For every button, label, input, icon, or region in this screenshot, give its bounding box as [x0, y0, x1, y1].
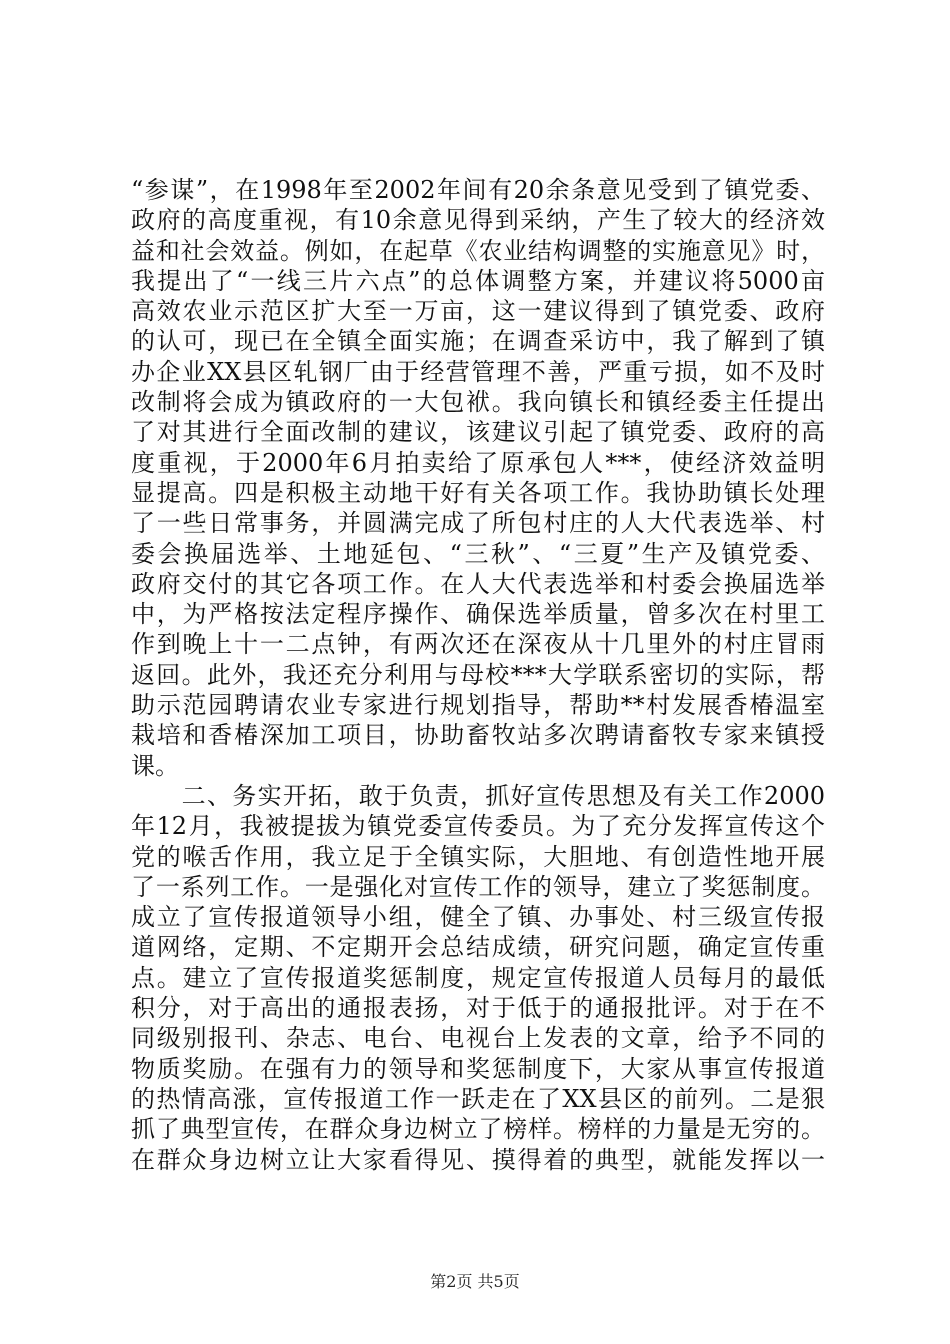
text-line: 返回。此外，我还充分利用与母校***大学联系密切的实际，帮	[131, 660, 825, 689]
text-line: 点。建立了宣传报道奖惩制度，规定宣传报道人员每月的最低	[131, 963, 825, 992]
text-line: 的热情高涨，宣传报道工作一跃走在了XX县区的前列。二是狠	[131, 1084, 825, 1113]
page-number-footer: 第2页 共5页	[430, 1272, 520, 1291]
text-line: 党的喉舌作用，我立足于全镇实际，大胆地、有创造性地开展	[131, 842, 825, 871]
text-line: 道网络，定期、不定期开会总结成绩，研究问题，确定宣传重	[131, 933, 825, 962]
paragraph-heading-line: 二、务实开拓，敢于负责，抓好宣传思想及有关工作2000	[131, 781, 825, 810]
text-line: “参谋”，在1998年至2002年间有20余条意见受到了镇党委、	[131, 176, 825, 204]
text-line: 助示范园聘请农业专家进行规划指导，帮助**村发展香椿温室	[131, 691, 825, 720]
text-line: 积分，对于高出的通报表扬，对于低于的通报批评。对于在不	[131, 994, 825, 1023]
text-line: 了对其进行全面改制的建议，该建议引起了镇党委、政府的高	[131, 418, 825, 447]
text-line: 同级别报刊、杂志、电台、电视台上发表的文章，给予不同的	[131, 1024, 825, 1053]
text-line: 我提出了“一线三片六点”的总体调整方案，并建议将5000亩	[131, 266, 825, 295]
text-line: 高效农业示范区扩大至一万亩，这一建议得到了镇党委、政府	[131, 297, 825, 326]
text-line: 物质奖励。在强有力的领导和奖惩制度下，大家从事宣传报道	[131, 1054, 825, 1083]
text-line: 显提高。四是积极主动地干好有关各项工作。我协助镇长处理	[131, 478, 825, 507]
text-line: 的认可，现已在全镇全面实施；在调查采访中，我了解到了镇	[131, 327, 825, 356]
text-line: 课。	[131, 751, 179, 780]
text-line: 在群众身边树立让大家看得见、摸得着的典型，就能发挥以一	[131, 1145, 825, 1174]
text-line: 成立了宣传报道领导小组，健全了镇、办事处、村三级宣传报	[131, 903, 825, 932]
text-line: 益和社会效益。例如，在起草《农业结构调整的实施意见》时，	[131, 236, 825, 265]
text-line: 栽培和香椿深加工项目，协助畜牧站多次聘请畜牧专家来镇授	[131, 721, 825, 750]
text-line: 了一些日常事务，并圆满完成了所包村庄的人大代表选举、村	[131, 509, 825, 538]
text-line: 作到晚上十一二点钟，有两次还在深夜从十几里外的村庄冒雨	[131, 630, 825, 659]
text-line: 了一系列工作。一是强化对宣传工作的领导，建立了奖惩制度。	[131, 872, 825, 901]
body-text	[131, 175, 825, 1175]
text-line: 政府交付的其它各项工作。在人大代表选举和村委会换届选举	[131, 569, 825, 598]
text-line: 改制将会成为镇政府的一大包袱。我向镇长和镇经委主任提出	[131, 388, 825, 417]
text-line: 政府的高度重视，有10余意见得到采纳，产生了较大的经济效	[131, 206, 825, 235]
text-line: 抓了典型宣传，在群众身边树立了榜样。榜样的力量是无穷的。	[131, 1115, 825, 1144]
text-line: 年12月，我被提拔为镇党委宣传委员。为了充分发挥宣传这个	[131, 812, 825, 841]
text-line: 办企业XX县区轧钢厂由于经营管理不善，严重亏损，如不及时	[131, 357, 825, 386]
text-line: 度重视，于2000年6月拍卖给了原承包人***，使经济效益明	[131, 448, 825, 477]
text-line: 中，为严格按法定程序操作、确保选举质量，曾多次在村里工	[131, 600, 825, 629]
text-line: 委会换届选举、土地延包、“三秋”、“三夏”生产及镇党委、	[131, 539, 825, 568]
